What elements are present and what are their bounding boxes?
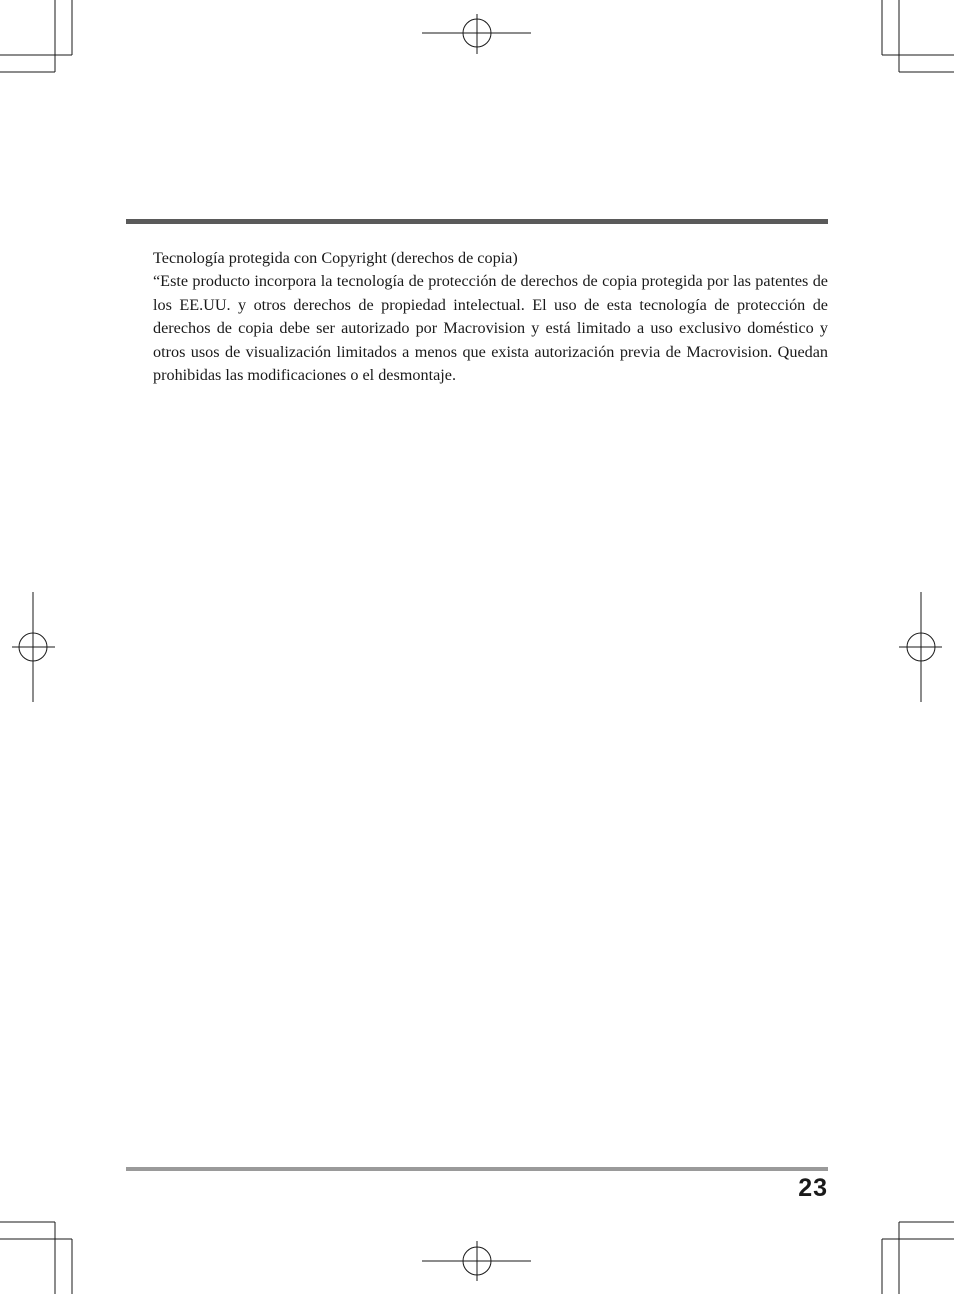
section-body: “Este producto incorpora la tecnología de protección de derechos de copia protegida por las patentes de los EE.UU. y otros derechos de propiedad intelectual. El uso de esta tecnología de protección de derechos de copia debe ser autorizado por Macrovision y está limitado a uso exclusivo doméstico y otros usos de visualización limitados a menos que exista autorización previa de Macrovision. Quedan prohibidas las modificaciones o el desmontaje. [153,272,828,385]
header-rule [126,219,828,224]
footer-rule [126,1167,828,1171]
crop-mark-top-left [0,0,72,72]
section-heading: Tecnología protegida con Copyright (derechos de copia) [153,249,518,267]
registration-mark-bottom [422,1241,531,1281]
crop-mark-bottom-right [882,1222,954,1294]
registration-mark-right [899,592,942,702]
registration-mark-left [12,592,55,702]
crop-mark-top-right [882,0,954,72]
copyright-section [153,247,828,387]
page-number: 23 [798,1174,828,1202]
registration-mark-top [422,14,531,54]
crop-mark-bottom-left [0,1222,72,1294]
